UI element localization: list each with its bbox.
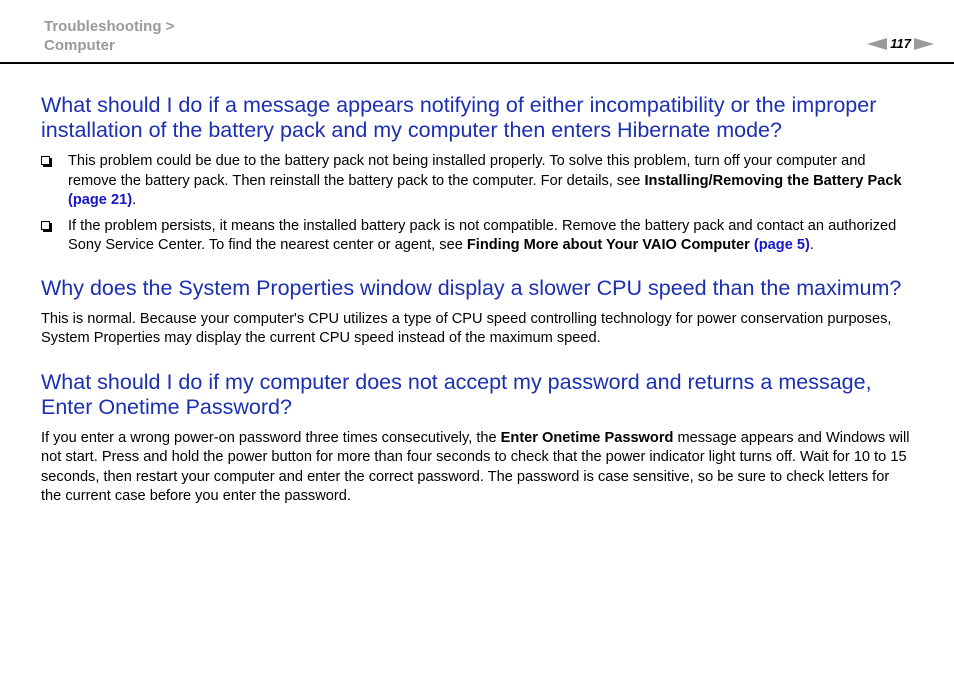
list-item-bold: Installing/Removing the Battery Pack: [644, 172, 902, 189]
page-navigation: [867, 37, 934, 51]
section-heading-cpu-speed: Why does the System Properties window display a slower CPU speed than the maximum?: [41, 275, 902, 300]
list-item-bold: Finding More about Your VAIO Computer: [466, 237, 750, 253]
list-item: [41, 217, 911, 256]
previous-page-arrow-icon[interactable]: [867, 38, 887, 50]
section-heading-battery: What should I do if a message appears notifying of either incompatibility or the improper installation of the battery pack and my computer then enters Hibernate mode?: [41, 93, 877, 142]
list-item: [41, 152, 911, 211]
header-divider: [0, 62, 954, 64]
page-link[interactable]: (page 5): [753, 237, 810, 253]
main-content: [41, 93, 911, 507]
breadcrumb-parent[interactable]: Troubleshooting >: [44, 18, 175, 35]
body-bold: Enter Onetime Password: [500, 429, 674, 446]
list-item-end: .: [809, 237, 814, 253]
page-number: 117: [890, 36, 911, 51]
list-item-end: .: [132, 192, 137, 208]
section-heading-password: What should I do if my computer does not accept my password and returns a message, Enter Onetime Password?: [41, 369, 872, 419]
page-link[interactable]: (page 21): [68, 192, 133, 208]
next-page-arrow-icon[interactable]: [914, 38, 934, 50]
section-body-password: [41, 429, 911, 507]
list-item-text: This problem could be due to the battery pack not being installed properly. To solve this problem, turn off your computer and remove the battery pack. Then reinstall the battery pack to the computer. For details, see: [68, 153, 866, 189]
checkbox-bullet-icon: [41, 156, 50, 165]
body-text: If you enter a wrong power-on password three times consecutively, the: [41, 429, 501, 446]
checkbox-bullet-icon: [41, 221, 50, 230]
list-item-text: If the problem persists, it means the installed battery pack is not compatible. Remove the battery pack and contact an authorized Sony Service Center. To find the nearest center or agent, see: [68, 217, 897, 253]
breadcrumb-current: Computer: [44, 37, 115, 54]
body-text: message appears and Windows will not start. Press and hold the power button for more than four seconds to check that the power indicator light turns off. Wait for 10 to 15 seconds, then restart your computer and enter the correct password. The password is case sensitive, so be sure to check letters for the current case before you enter the password.: [41, 429, 910, 504]
breadcrumb: [44, 17, 174, 55]
battery-checklist: [41, 152, 911, 256]
section-body-cpu-speed: This is normal. Because your computer's CPU utilizes a type of CPU speed controlling technology for power conservation purposes, System Properties may display the current CPU speed instead of the maximum speed.: [41, 310, 892, 346]
